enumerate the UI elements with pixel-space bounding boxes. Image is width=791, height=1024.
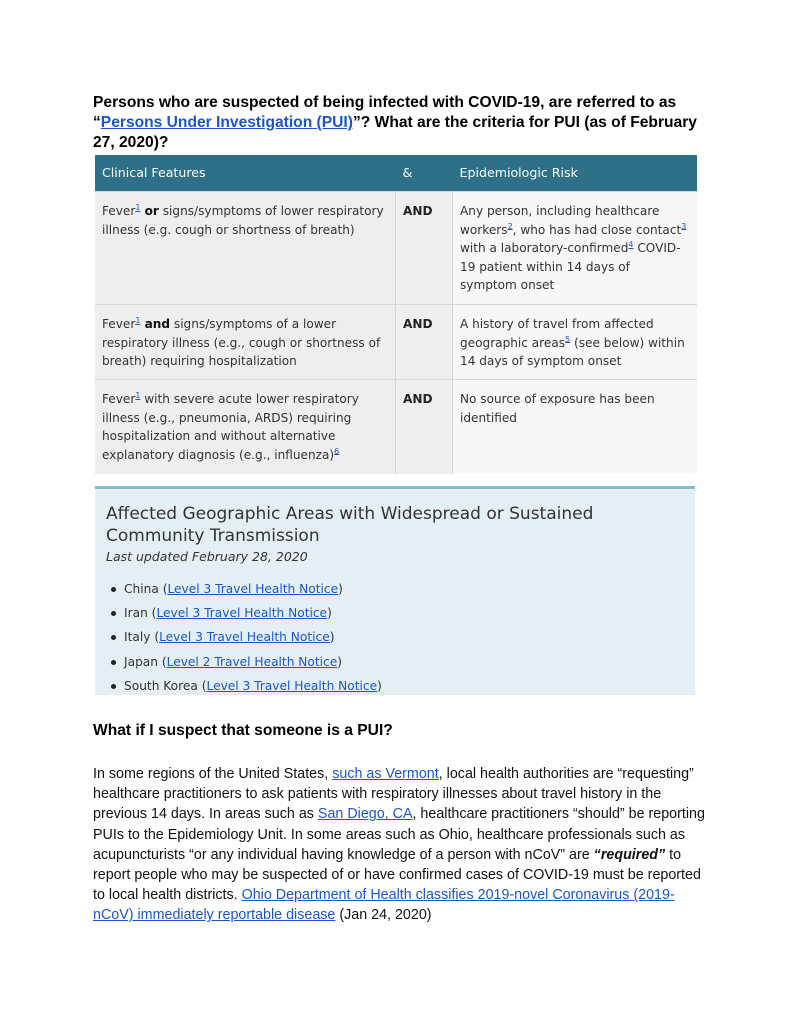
bullet-icon (111, 611, 116, 616)
table-row (95, 305, 697, 380)
travel-notice-link[interactable]: Level 3 Travel Health Notice (156, 606, 328, 621)
cell-text: A history of travel from affected geographic areas (460, 317, 654, 350)
header-ampersand: & (396, 155, 453, 192)
cell-text: Fever (102, 317, 136, 331)
travel-notice-link[interactable]: Level 3 Travel Health Notice (206, 678, 378, 693)
footnote-link[interactable]: 2 (507, 221, 513, 231)
cell-text: signs/symptoms of a lower respiratory illness (e.g., cough or shortness of breath) requiring hospitalization (102, 317, 381, 368)
heading-rest: ”? What are the criteria for PUI (as of February 27, 2020)? (93, 114, 697, 151)
table-row (95, 380, 697, 475)
last-updated-text: Last updated February 28, 2020 (106, 549, 308, 564)
footnote-link[interactable]: 1 (135, 202, 141, 212)
san-diego-link[interactable]: San Diego, CA (317, 806, 413, 823)
bullet-icon (111, 684, 116, 689)
footnote-link[interactable]: 5 (565, 334, 571, 344)
list-item: Iran (Level 3 Travel Health Notice) (106, 604, 382, 628)
header-clinical-features: Clinical Features (95, 155, 396, 192)
footnote-link[interactable]: 4 (628, 239, 634, 249)
pui-suspect-heading: What if I suspect that someone is a PUI? (93, 722, 393, 739)
cell-text: Fever (102, 392, 136, 406)
clinical-features-cell (95, 305, 396, 380)
pui-link[interactable]: Persons Under Investigation (PUI) (100, 114, 353, 131)
travel-notice-link[interactable]: Level 3 Travel Health Notice (159, 630, 330, 645)
bullet-icon (111, 660, 116, 665)
country-name: Italy (124, 630, 151, 645)
list-item: South Korea (Level 3 Travel Health Notice) (106, 677, 382, 701)
reporting-paragraph (93, 764, 705, 926)
cell-text: with severe acute lower respiratory illness (e.g., pneumonia, ARDS) requiring hospitalization and without alternative explanatory diagnosis (e.g., influenza) (102, 392, 359, 462)
cell-bold-text: or (140, 204, 159, 218)
clinical-features-cell (95, 380, 396, 475)
paragraph-text: , local health authorities are “requesting” healthcare practitioners to ask patients with respiratory illnesses about travel history in the previous 14 days. In areas such as (93, 766, 694, 823)
epidemiologic-risk-cell (453, 380, 698, 475)
table-header-row (95, 155, 697, 192)
cell-text: (see below) within 14 days of symptom onset (460, 335, 685, 368)
list-item: Japan (Level 2 Travel Health Notice) (106, 653, 382, 677)
paragraph-text: to report people who may be suspected of or have confirmed cases of COVID-19 must be reported to local health districts. (93, 846, 701, 904)
country-name: South Korea (124, 678, 198, 693)
cell-bold-text: and (140, 317, 171, 331)
bullet-icon (111, 635, 116, 640)
country-name: China (124, 582, 159, 596)
cell-text: COVID-19 patient within 14 days of symptom onset (460, 241, 681, 292)
affected-areas-panel (95, 486, 695, 695)
epidemiologic-risk-cell (453, 192, 698, 305)
epidemiologic-risk-cell (453, 305, 698, 380)
footnote-link[interactable]: 6 (334, 446, 340, 456)
paragraph-text: , healthcare practitioners “should” be reporting PUIs to the Epidemiology Unit. In some areas such as Ohio, healthcare professionals such as acupuncturists “or any individual having knowledge of a person with nCoV” are (93, 806, 705, 863)
paragraph-text: (Jan 24, 2020) (335, 907, 432, 924)
clinical-features-cell (95, 192, 396, 305)
and-cell: AND (396, 305, 453, 380)
cell-text: Fever (102, 204, 136, 218)
list-item: China (Level 3 Travel Health Notice) (106, 580, 382, 604)
heading-quote-open: “ (93, 114, 101, 131)
cell-text: signs/symptoms of lower respiratory illness (e.g. cough or shortness of breath) (102, 204, 384, 237)
country-name: Japan (124, 654, 158, 669)
ohio-doh-link[interactable]: Ohio Department of Health classifies 2019-novel Coronavirus (2019-nCoV) immediately reportable disease (93, 887, 675, 924)
areas-list (106, 580, 382, 701)
pui-criteria-table (95, 155, 697, 474)
paragraph-text: In some regions of the United States, (93, 766, 333, 782)
bullet-icon (111, 587, 116, 592)
header-epidemiologic-risk: Epidemiologic Risk (453, 155, 698, 192)
travel-notice-link[interactable]: Level 3 Travel Health Notice (167, 582, 339, 596)
cell-text: No source of exposure has been identified (460, 392, 655, 425)
list-item: Italy (Level 3 Travel Health Notice) (106, 628, 382, 652)
cell-text: Any person, including healthcare workers (460, 204, 660, 237)
travel-notice-link[interactable]: Level 2 Travel Health Notice (166, 654, 338, 669)
section-heading (93, 93, 703, 153)
cell-text: with a laboratory-confirmed (460, 241, 629, 255)
and-cell: AND (396, 192, 453, 305)
footnote-link[interactable]: 1 (135, 390, 141, 400)
country-name: Iran (124, 606, 148, 621)
and-cell: AND (396, 380, 453, 475)
cell-text: , who has had close contact (512, 222, 682, 237)
table-row (95, 192, 697, 305)
footnote-link[interactable]: 1 (135, 315, 141, 325)
footnote-link[interactable]: 3 (681, 221, 687, 231)
required-emphasis: “required” (593, 846, 666, 863)
heading-line1: Persons who are suspected of being infected with COVID-19, are referred to as (93, 94, 677, 111)
vermont-link[interactable]: such as Vermont (332, 766, 439, 782)
areas-title: Affected Geographic Areas with Widespread or Sustained Community Transmission (106, 504, 594, 546)
